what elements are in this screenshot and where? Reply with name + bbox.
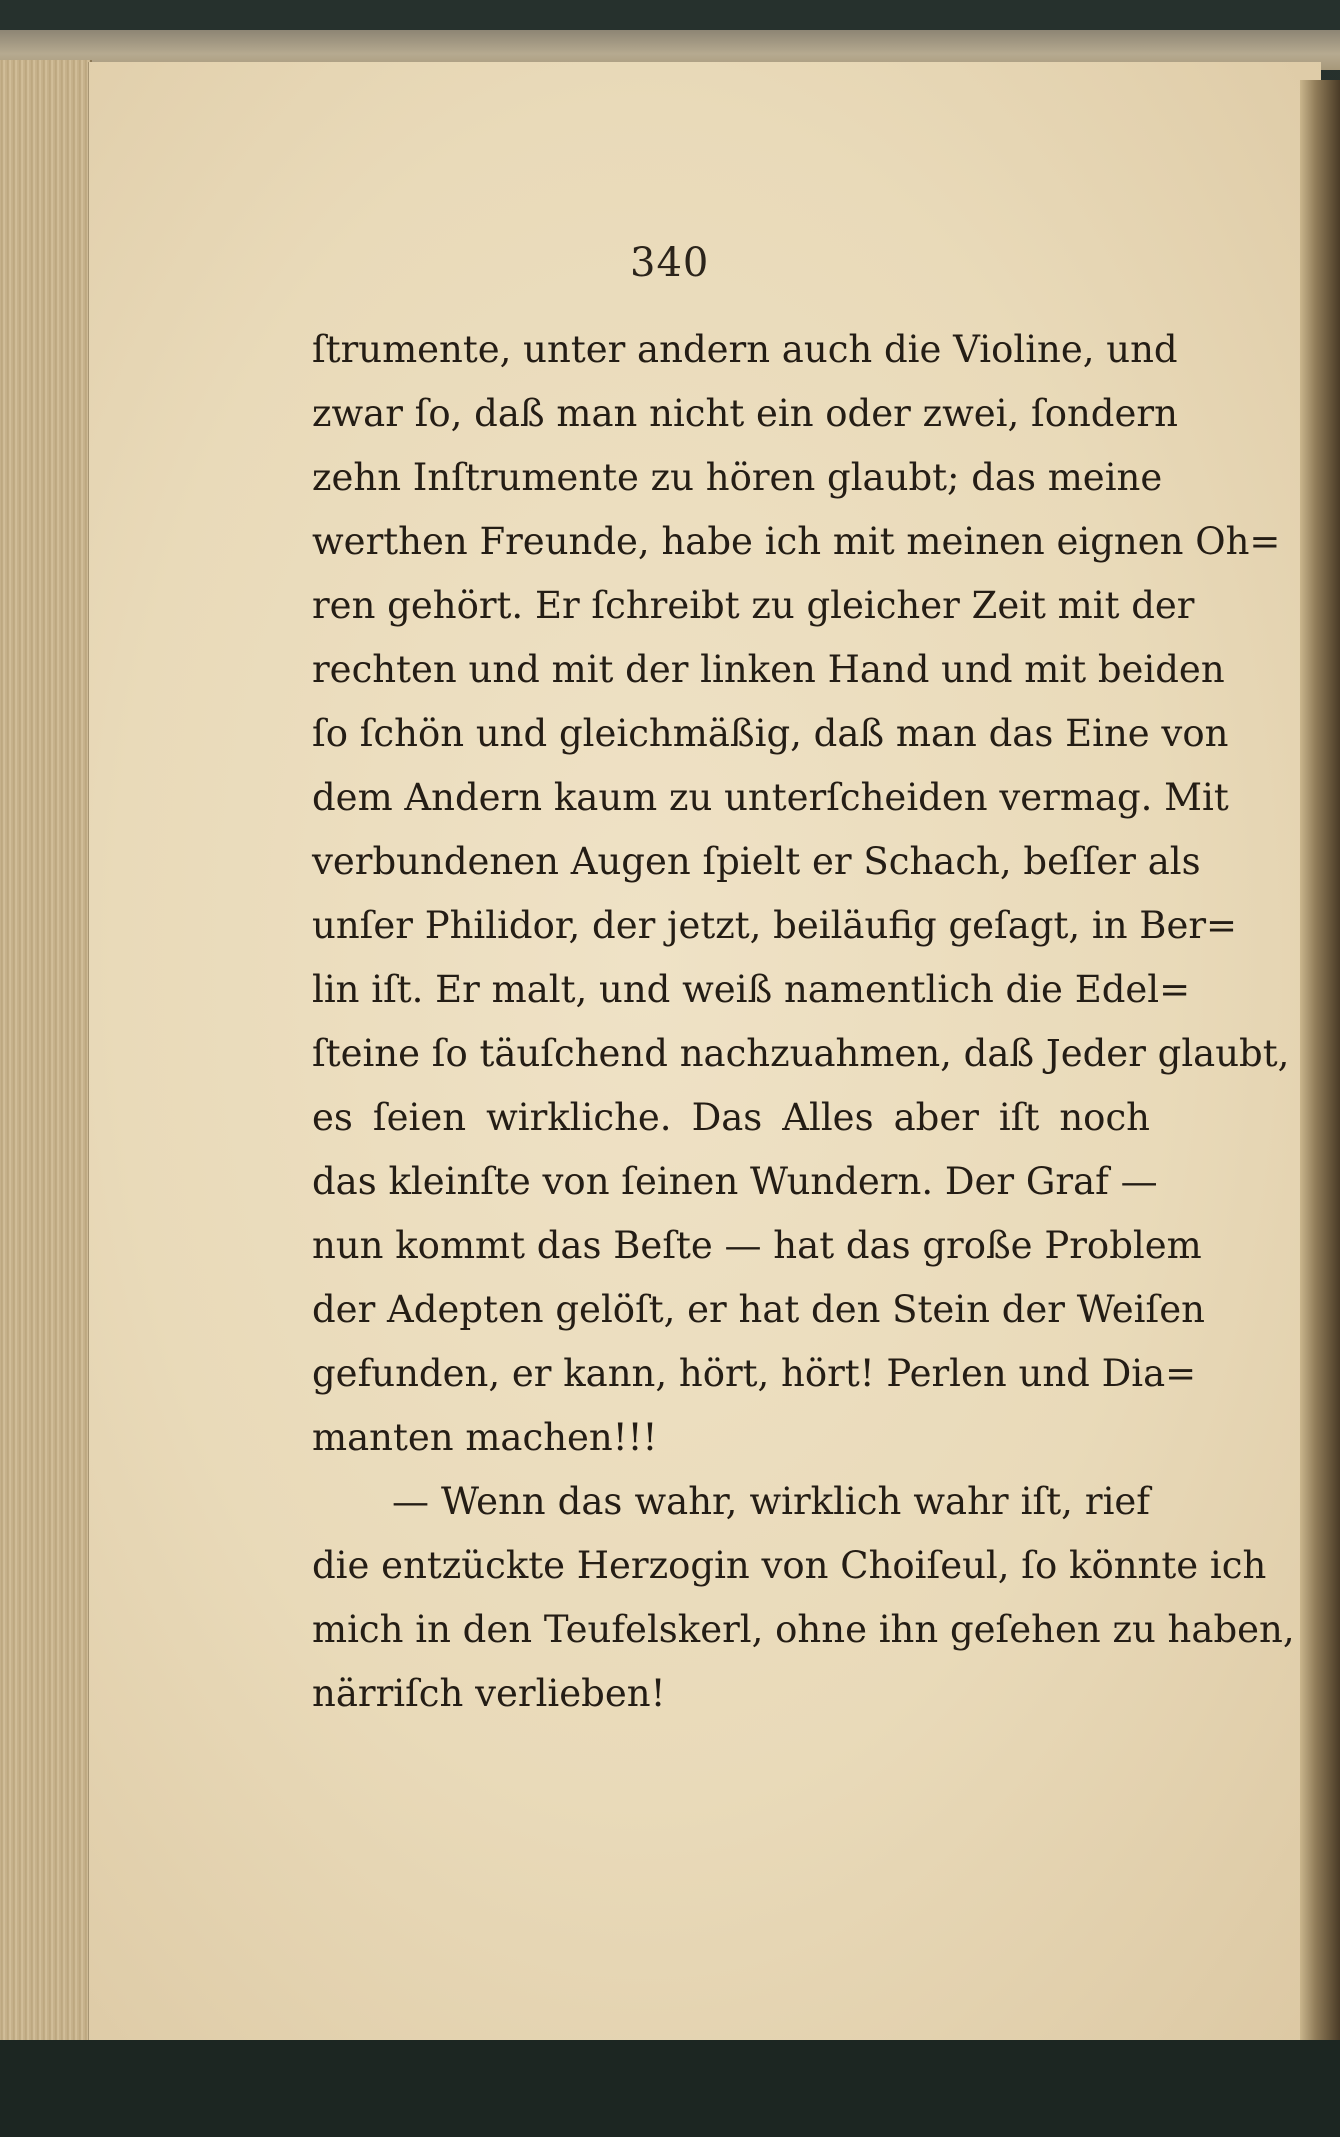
- page-stack-edge: [0, 60, 92, 2050]
- text-line: ſtrumente, unter andern auch die Violine, und: [312, 328, 1178, 371]
- text-line: werthen Freunde, habe ich mit meinen eignen Oh=: [312, 520, 1281, 563]
- text-line: das kleinſte von ſeinen Wundern. Der Graf —: [312, 1160, 1158, 1203]
- text-line: — Wenn das wahr, wirklich wahr iſt, rief: [392, 1480, 1150, 1523]
- text-line: ſo ſchön und gleichmäßig, daß man das Eine von: [312, 712, 1229, 755]
- text-line: nun kommt das Beſte — hat das große Problem: [312, 1224, 1202, 1267]
- text-line: die entzückte Herzogin von Choiſeul, ſo könnte ich: [312, 1544, 1267, 1587]
- page-number: 340: [630, 240, 710, 286]
- text-line: mich in den Teufelskerl, ohne ihn geſehen zu haben,: [312, 1608, 1295, 1651]
- text-line: rechten und mit der linken Hand und mit beiden: [312, 648, 1225, 691]
- text-line: lin iſt. Er malt, und weiß namentlich die Edel=: [312, 968, 1191, 1011]
- text-line: närriſch verlieben!: [312, 1672, 666, 1715]
- text-line: unſer Philidor, der jetzt, beiläufig geſagt, in Ber=: [312, 904, 1238, 947]
- text-line: ſteine ſo täuſchend nachzuahmen, daß Jeder glaubt,: [312, 1032, 1290, 1075]
- text-line: der Adepten gelöſt, er hat den Stein der Weiſen: [312, 1288, 1205, 1331]
- text-line: verbundenen Augen ſpielt er Schach, beſſer als: [312, 840, 1201, 883]
- text-line: zehn Inſtrumente zu hören glaubt; das meine: [312, 456, 1163, 499]
- text-line: es ſeien wirkliche. Das Alles aber iſt noch: [312, 1096, 1150, 1139]
- text-line: gefunden, er kann, hört, hört! Perlen und Dia=: [312, 1352, 1197, 1395]
- text-line: dem Andern kaum zu unterſcheiden vermag. Mit: [312, 776, 1229, 819]
- text-line: ren gehört. Er ſchreibt zu gleicher Zeit mit der: [312, 584, 1195, 627]
- bottom-shadow: [0, 2040, 1340, 2137]
- book-binding: [1300, 80, 1340, 2040]
- body-text: [312, 318, 1295, 1726]
- text-line: zwar ſo, daß man nicht ein oder zwei, ſondern: [312, 392, 1178, 435]
- text-line: manten machen!!!: [312, 1416, 658, 1459]
